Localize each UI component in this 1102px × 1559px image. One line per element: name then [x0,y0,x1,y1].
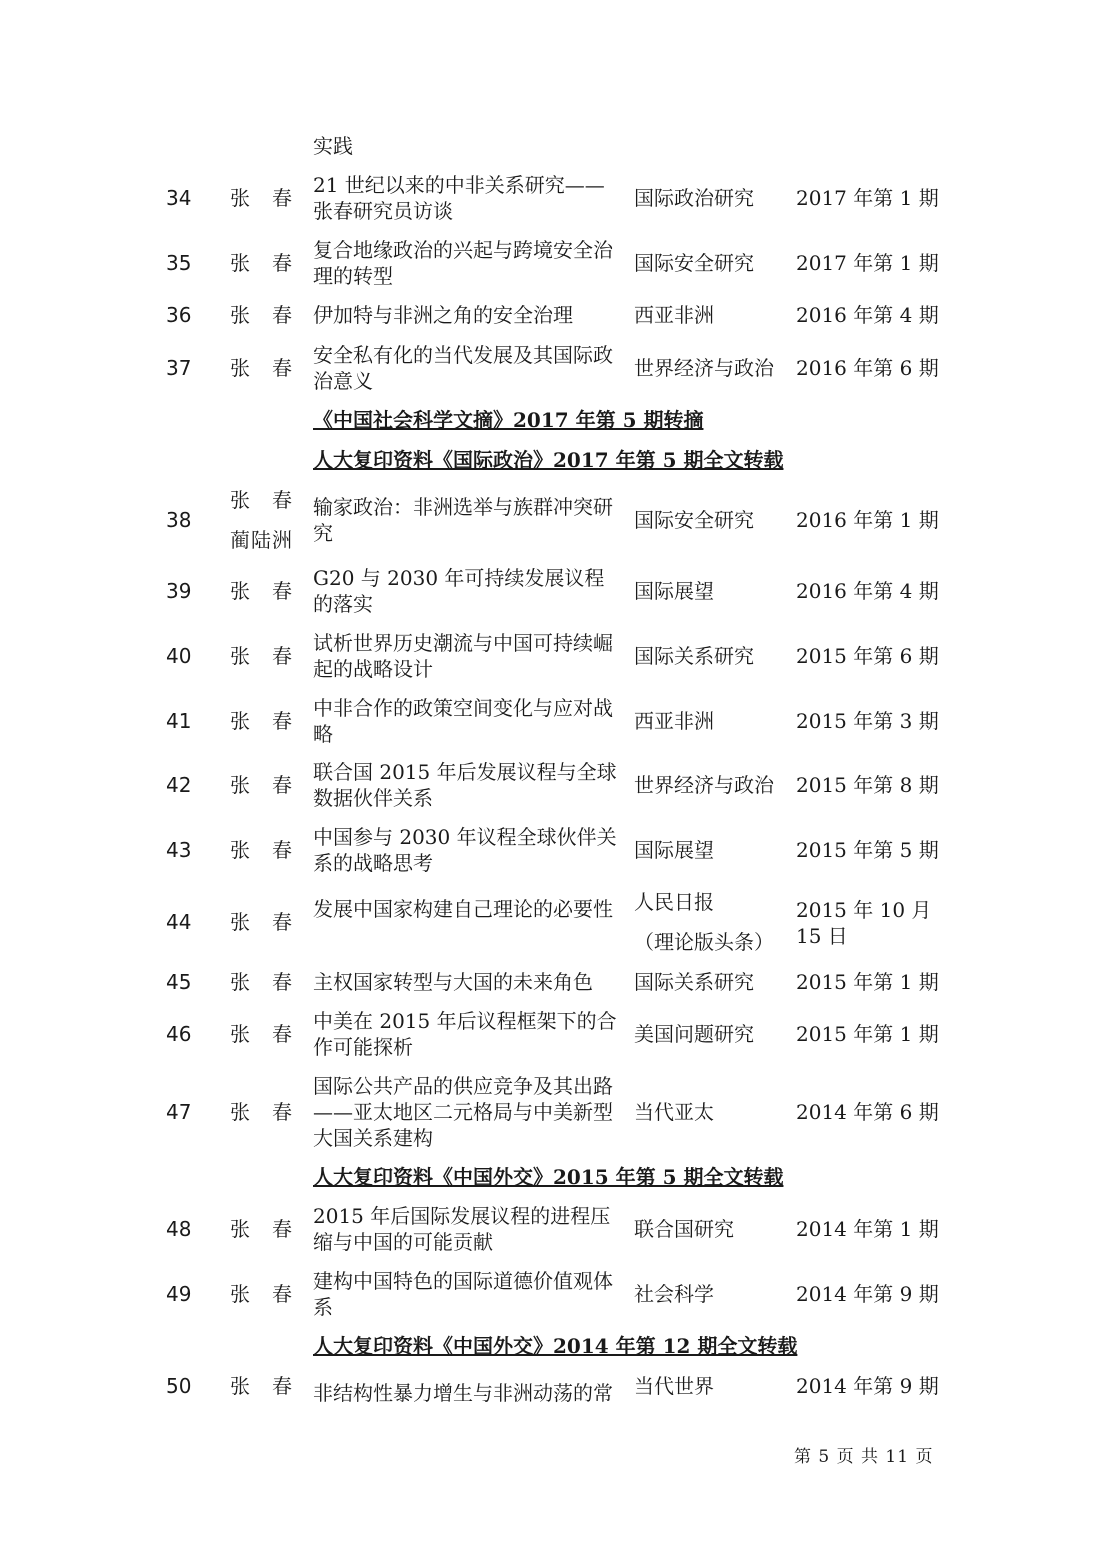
entry-journal [634,302,784,328]
entry-number: 37 [166,356,192,380]
entry-number: 46 [166,1022,192,1046]
entry-author [230,1281,300,1307]
journal-name: （理论版头条） [634,930,774,954]
journal-name: 联合国研究 [634,1217,734,1241]
entry-title: G20 与 2030 年可持续发展议程的落实 [313,566,605,616]
author-name: 张 春 [230,1100,293,1124]
entry-author [230,643,300,669]
journal-name: 人民日报 [634,890,714,914]
journal-name: 当代亚太 [634,1100,714,1124]
entry-title: 中非合作的政策空间变化与应对战略 [313,696,613,746]
journal-name: 国际政治研究 [634,186,754,210]
journal-name: 社会科学 [634,1282,714,1306]
page-footer: 第 5 页 共 11 页 [794,1447,934,1467]
table-row [0,759,1102,811]
entry-date: 2016 年第 4 期 [796,579,939,603]
entry-journal [634,1281,784,1307]
entry-number: 36 [166,303,192,327]
entry-author [230,772,300,798]
entry-date: 2016 年第 1 期 [796,508,939,532]
entry-journal [634,185,784,211]
entry-journal [634,1373,784,1399]
entry-title: 非结构性暴力增生与非洲动荡的常 [313,1381,613,1405]
journal-name: 国际关系研究 [634,970,754,994]
entry-author [230,1373,300,1399]
reprint-note: 人大复印资料《国际政治》2017 年第 5 期全文转载 [313,448,784,472]
table-row [0,565,1102,617]
journal-name: 国际展望 [634,838,714,862]
author-name: 张 春 [230,186,293,210]
entry-title: 中美在 2015 年后议程框架下的合作可能探析 [313,1009,617,1059]
entry-number: 34 [166,186,192,210]
table-row [0,969,1102,995]
entry-number: 43 [166,838,192,862]
entry-journal [634,355,784,381]
author-name: 张 春 [230,1282,293,1306]
entry-journal [634,643,784,669]
entry-author [230,578,300,604]
author-name: 张 春 [230,356,293,380]
entry-date: 2015 年第 1 期 [796,1022,939,1046]
entry-title: 21 世纪以来的中非关系研究——张春研究员访谈 [313,173,605,223]
entry-title: 主权国家转型与大国的未来角色 [313,970,593,994]
table-row [0,237,1102,289]
entry-number: 40 [166,644,192,668]
author-name: 张 春 [230,303,293,327]
journal-name: 国际安全研究 [634,251,754,275]
entry-number: 42 [166,773,192,797]
journal-name: 国际安全研究 [634,508,754,532]
entry-number: 50 [166,1374,192,1398]
entry-date: 2017 年第 1 期 [796,186,939,210]
entry-date: 2015 年第 3 期 [796,709,939,733]
entry-date: 2016 年第 6 期 [796,356,939,380]
table-row [0,487,1102,553]
entry-author [230,837,300,863]
table-row [0,172,1102,224]
journal-name: 美国问题研究 [634,1022,754,1046]
entry-journal [634,1216,784,1242]
entry-date: 2014 年第 1 期 [796,1217,939,1241]
author-name: 张 春 [230,1374,293,1398]
reprint-note: 人大复印资料《中国外交》2014 年第 12 期全文转载 [313,1334,798,1358]
table-row [0,1073,1102,1151]
journal-name: 国际关系研究 [634,644,754,668]
entry-author [230,250,300,276]
entry-journal [634,837,784,863]
entry-journal [634,772,784,798]
journal-name: 当代世界 [634,1374,714,1398]
continuation-text: 实践 [313,134,353,158]
table-row [0,824,1102,876]
entry-date: 2015 年第 6 期 [796,644,939,668]
entry-date: 2015 年 10 月 15 日 [796,898,932,948]
journal-name: 国际展望 [634,579,714,603]
table-row [0,302,1102,328]
journal-name: 世界经济与政治 [634,773,774,797]
table-row [0,1268,1102,1320]
entry-date: 2014 年第 9 期 [796,1374,939,1398]
entry-date: 2016 年第 4 期 [796,303,939,327]
entry-date: 2014 年第 6 期 [796,1100,939,1124]
entry-date: 2015 年第 8 期 [796,773,939,797]
author-name: 张 春 [230,488,293,512]
table-row [0,889,1102,955]
entry-number: 35 [166,251,192,275]
table-row [0,1373,1102,1425]
entry-number: 49 [166,1282,192,1306]
entry-date: 2017 年第 1 期 [796,251,939,275]
entry-journal [634,1021,784,1047]
entry-title: 中国参与 2030 年议程全球伙伴关系的战略思考 [313,825,617,875]
entry-title: 伊加特与非洲之角的安全治理 [313,303,573,327]
journal-name: 世界经济与政治 [634,356,774,380]
entry-journal [634,507,784,533]
author-name: 蔺陆洲 [230,528,293,552]
entry-title: 发展中国家构建自己理论的必要性 [313,897,613,921]
entry-title: 联合国 2015 年后发展议程与全球数据伙伴关系 [313,760,617,810]
journal-name: 西亚非洲 [634,709,714,733]
entry-title: 国际公共产品的供应竞争及其出路——亚太地区二元格局与中美新型大国关系建构 [313,1074,613,1150]
reprint-note: 人大复印资料《中国外交》2015 年第 5 期全文转载 [313,1165,784,1189]
table-row [0,342,1102,394]
entry-journal [634,1099,784,1125]
author-name: 张 春 [230,838,293,862]
entry-author [230,1099,300,1125]
author-name: 张 春 [230,251,293,275]
table-row [0,630,1102,682]
author-name: 张 春 [230,579,293,603]
entry-number: 38 [166,508,192,532]
author-name: 张 春 [230,709,293,733]
author-name: 张 春 [230,773,293,797]
entry-journal [634,708,784,734]
table-row [0,1203,1102,1255]
entry-title: 安全私有化的当代发展及其国际政治意义 [313,343,613,393]
entry-author [230,355,300,381]
entry-number: 44 [166,910,192,934]
entry-author [230,969,300,995]
entry-author [230,302,300,328]
reprint-note: 《中国社会科学文摘》2017 年第 5 期转摘 [313,408,704,432]
author-name: 张 春 [230,1022,293,1046]
entry-number: 45 [166,970,192,994]
journal-name: 西亚非洲 [634,303,714,327]
entry-journal [634,578,784,604]
author-name: 张 春 [230,644,293,668]
entry-date: 2014 年第 9 期 [796,1282,939,1306]
entry-title: 建构中国特色的国际道德价值观体系 [313,1269,613,1319]
entry-author [230,1021,300,1047]
entry-journal [634,250,784,276]
entry-number: 39 [166,579,192,603]
table-row [0,695,1102,747]
entry-title: 复合地缘政治的兴起与跨境安全治理的转型 [313,238,613,288]
author-name: 张 春 [230,910,293,934]
entry-number: 47 [166,1100,192,1124]
entry-journal [634,969,784,995]
table-row [0,1008,1102,1060]
entry-author [230,1216,300,1242]
author-name: 张 春 [230,1217,293,1241]
author-name: 张 春 [230,970,293,994]
entry-number: 41 [166,709,192,733]
entry-author [230,185,300,211]
entry-title: 2015 年后国际发展议程的进程压缩与中国的可能贡献 [313,1204,611,1254]
entry-author [230,909,300,935]
entry-number: 48 [166,1217,192,1241]
entry-author [230,487,300,553]
entry-title: 输家政治：非洲选举与族群冲突研究 [313,495,613,545]
entry-author [230,708,300,734]
entry-title: 试析世界历史潮流与中国可持续崛起的战略设计 [313,631,613,681]
entry-date: 2015 年第 5 期 [796,838,939,862]
entry-date: 2015 年第 1 期 [796,970,939,994]
entry-journal [634,889,784,955]
